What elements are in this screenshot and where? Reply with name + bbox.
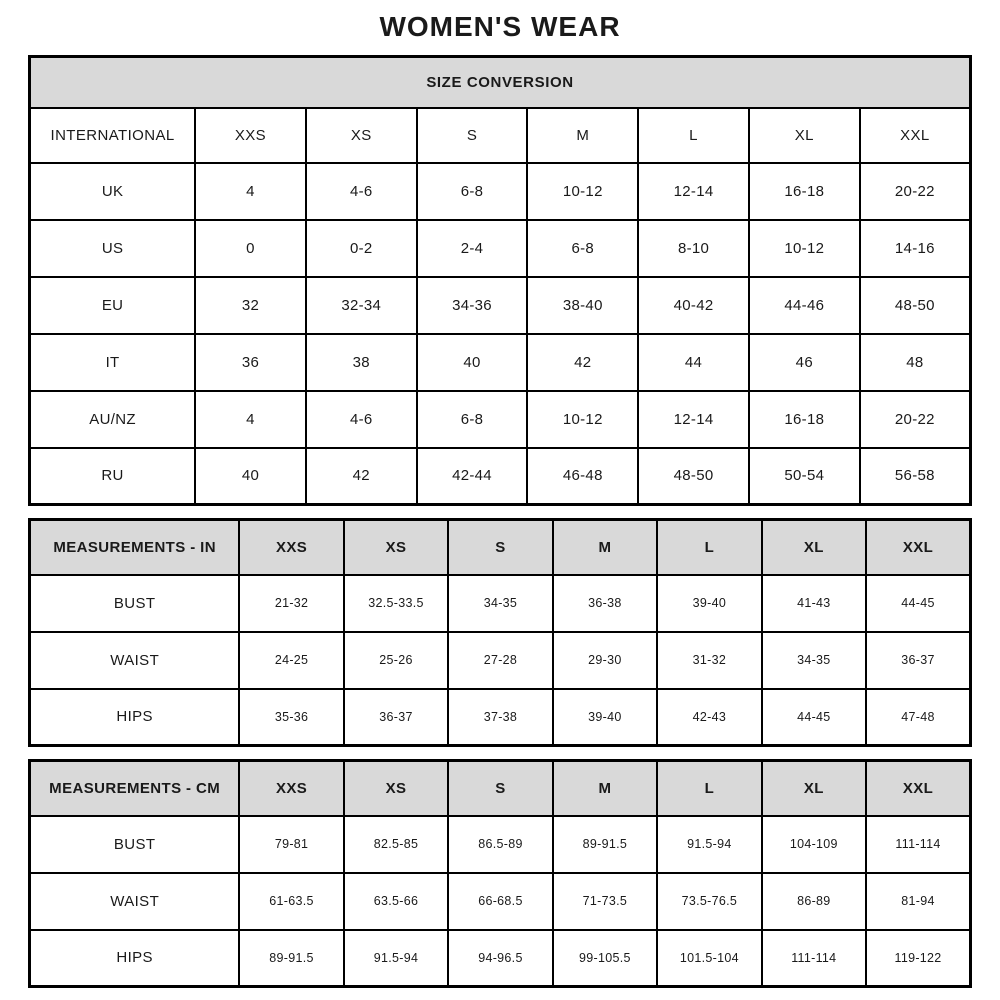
data-cell: 48-50 xyxy=(638,448,749,505)
col-header-xxl: XXL xyxy=(866,761,970,816)
data-cell: 91.5-94 xyxy=(657,816,761,873)
size-chart-page xyxy=(28,0,972,988)
data-cell: 46 xyxy=(749,334,860,391)
data-cell: 42 xyxy=(306,448,417,505)
size-conversion-table xyxy=(28,55,972,506)
col-header-xxl: XXL xyxy=(866,520,970,575)
row-label-au-nz: AU/NZ xyxy=(30,391,196,448)
data-cell: 25-26 xyxy=(344,632,448,689)
data-cell: 34-36 xyxy=(417,277,528,334)
data-cell: 71-73.5 xyxy=(553,873,657,930)
col-header-m: M xyxy=(527,108,638,163)
page-title: WOMEN'S WEAR xyxy=(379,11,621,42)
data-cell: 86.5-89 xyxy=(448,816,552,873)
data-cell: 37-38 xyxy=(448,689,552,746)
data-cell: 48 xyxy=(860,334,971,391)
col-header-xs: XS xyxy=(344,761,448,816)
col-header-m: M xyxy=(553,520,657,575)
data-cell: 10-12 xyxy=(749,220,860,277)
row-label-waist: WAIST xyxy=(30,873,240,930)
data-cell: 6-8 xyxy=(417,391,528,448)
col-header-xs: XS xyxy=(344,520,448,575)
row-label-ru: RU xyxy=(30,448,196,505)
row-label-it: IT xyxy=(30,334,196,391)
data-cell: 63.5-66 xyxy=(344,873,448,930)
data-cell: 66-68.5 xyxy=(448,873,552,930)
data-cell: 38 xyxy=(306,334,417,391)
data-cell: 94-96.5 xyxy=(448,930,552,987)
data-cell: 0 xyxy=(195,220,306,277)
data-cell: 36 xyxy=(195,334,306,391)
col-header-xl: XL xyxy=(749,108,860,163)
data-cell: 21-32 xyxy=(239,575,343,632)
data-cell: 35-36 xyxy=(239,689,343,746)
data-cell: 31-32 xyxy=(657,632,761,689)
data-cell: 36-37 xyxy=(344,689,448,746)
data-cell: 101.5-104 xyxy=(657,930,761,987)
row-label-bust: BUST xyxy=(30,575,240,632)
size-conversion-banner: SIZE CONVERSION xyxy=(30,57,971,108)
data-cell: 89-91.5 xyxy=(239,930,343,987)
data-cell: 27-28 xyxy=(448,632,552,689)
data-cell: 32.5-33.5 xyxy=(344,575,448,632)
data-cell: 48-50 xyxy=(860,277,971,334)
data-cell: 38-40 xyxy=(527,277,638,334)
measurements-in-table xyxy=(28,518,972,747)
data-cell: 4-6 xyxy=(306,163,417,220)
data-cell: 44 xyxy=(638,334,749,391)
data-cell: 44-46 xyxy=(749,277,860,334)
data-cell: 32 xyxy=(195,277,306,334)
data-cell: 29-30 xyxy=(553,632,657,689)
data-cell: 41-43 xyxy=(762,575,866,632)
data-cell: 42-44 xyxy=(417,448,528,505)
data-cell: 32-34 xyxy=(306,277,417,334)
row-label-hips: HIPS xyxy=(30,689,240,746)
data-cell: 91.5-94 xyxy=(344,930,448,987)
col-header-s: S xyxy=(448,761,552,816)
data-cell: 81-94 xyxy=(866,873,970,930)
data-cell: 119-122 xyxy=(866,930,970,987)
row-label-us: US xyxy=(30,220,196,277)
size-conversion-label-header: INTERNATIONAL xyxy=(30,108,196,163)
data-cell: 79-81 xyxy=(239,816,343,873)
data-cell: 50-54 xyxy=(749,448,860,505)
data-cell: 42 xyxy=(527,334,638,391)
data-cell: 4-6 xyxy=(306,391,417,448)
row-label-uk: UK xyxy=(30,163,196,220)
data-cell: 111-114 xyxy=(866,816,970,873)
data-cell: 10-12 xyxy=(527,163,638,220)
col-header-xl: XL xyxy=(762,761,866,816)
row-label-waist: WAIST xyxy=(30,632,240,689)
col-header-s: S xyxy=(417,108,528,163)
col-header-xxs: XXS xyxy=(195,108,306,163)
data-cell: 6-8 xyxy=(417,163,528,220)
row-label-bust: BUST xyxy=(30,816,240,873)
data-cell: 89-91.5 xyxy=(553,816,657,873)
data-cell: 44-45 xyxy=(866,575,970,632)
col-header-xxs: XXS xyxy=(239,761,343,816)
data-cell: 36-37 xyxy=(866,632,970,689)
data-cell: 12-14 xyxy=(638,391,749,448)
data-cell: 40 xyxy=(417,334,528,391)
col-header-l: L xyxy=(638,108,749,163)
row-label-eu: EU xyxy=(30,277,196,334)
col-header-s: S xyxy=(448,520,552,575)
data-cell: 56-58 xyxy=(860,448,971,505)
data-cell: 10-12 xyxy=(527,391,638,448)
data-cell: 0-2 xyxy=(306,220,417,277)
data-cell: 4 xyxy=(195,163,306,220)
data-cell: 2-4 xyxy=(417,220,528,277)
data-cell: 47-48 xyxy=(866,689,970,746)
data-cell: 36-38 xyxy=(553,575,657,632)
measurements-in-label-header: MEASUREMENTS - IN xyxy=(30,520,240,575)
data-cell: 24-25 xyxy=(239,632,343,689)
data-cell: 111-114 xyxy=(762,930,866,987)
data-cell: 99-105.5 xyxy=(553,930,657,987)
data-cell: 39-40 xyxy=(657,575,761,632)
data-cell: 86-89 xyxy=(762,873,866,930)
col-header-xxs: XXS xyxy=(239,520,343,575)
data-cell: 20-22 xyxy=(860,163,971,220)
data-cell: 8-10 xyxy=(638,220,749,277)
data-cell: 73.5-76.5 xyxy=(657,873,761,930)
data-cell: 34-35 xyxy=(448,575,552,632)
data-cell: 14-16 xyxy=(860,220,971,277)
data-cell: 20-22 xyxy=(860,391,971,448)
data-cell: 6-8 xyxy=(527,220,638,277)
data-cell: 82.5-85 xyxy=(344,816,448,873)
col-header-xl: XL xyxy=(762,520,866,575)
data-cell: 46-48 xyxy=(527,448,638,505)
col-header-m: M xyxy=(553,761,657,816)
col-header-xxl: XXL xyxy=(860,108,971,163)
data-cell: 104-109 xyxy=(762,816,866,873)
data-cell: 4 xyxy=(195,391,306,448)
data-cell: 12-14 xyxy=(638,163,749,220)
data-cell: 40-42 xyxy=(638,277,749,334)
data-cell: 40 xyxy=(195,448,306,505)
data-cell: 34-35 xyxy=(762,632,866,689)
data-cell: 44-45 xyxy=(762,689,866,746)
data-cell: 39-40 xyxy=(553,689,657,746)
measurements-cm-table xyxy=(28,759,972,988)
data-cell: 16-18 xyxy=(749,163,860,220)
col-header-xs: XS xyxy=(306,108,417,163)
row-label-hips: HIPS xyxy=(30,930,240,987)
col-header-l: L xyxy=(657,761,761,816)
data-cell: 42-43 xyxy=(657,689,761,746)
data-cell: 16-18 xyxy=(749,391,860,448)
data-cell: 61-63.5 xyxy=(239,873,343,930)
col-header-l: L xyxy=(657,520,761,575)
measurements-cm-label-header: MEASUREMENTS - CM xyxy=(30,761,240,816)
